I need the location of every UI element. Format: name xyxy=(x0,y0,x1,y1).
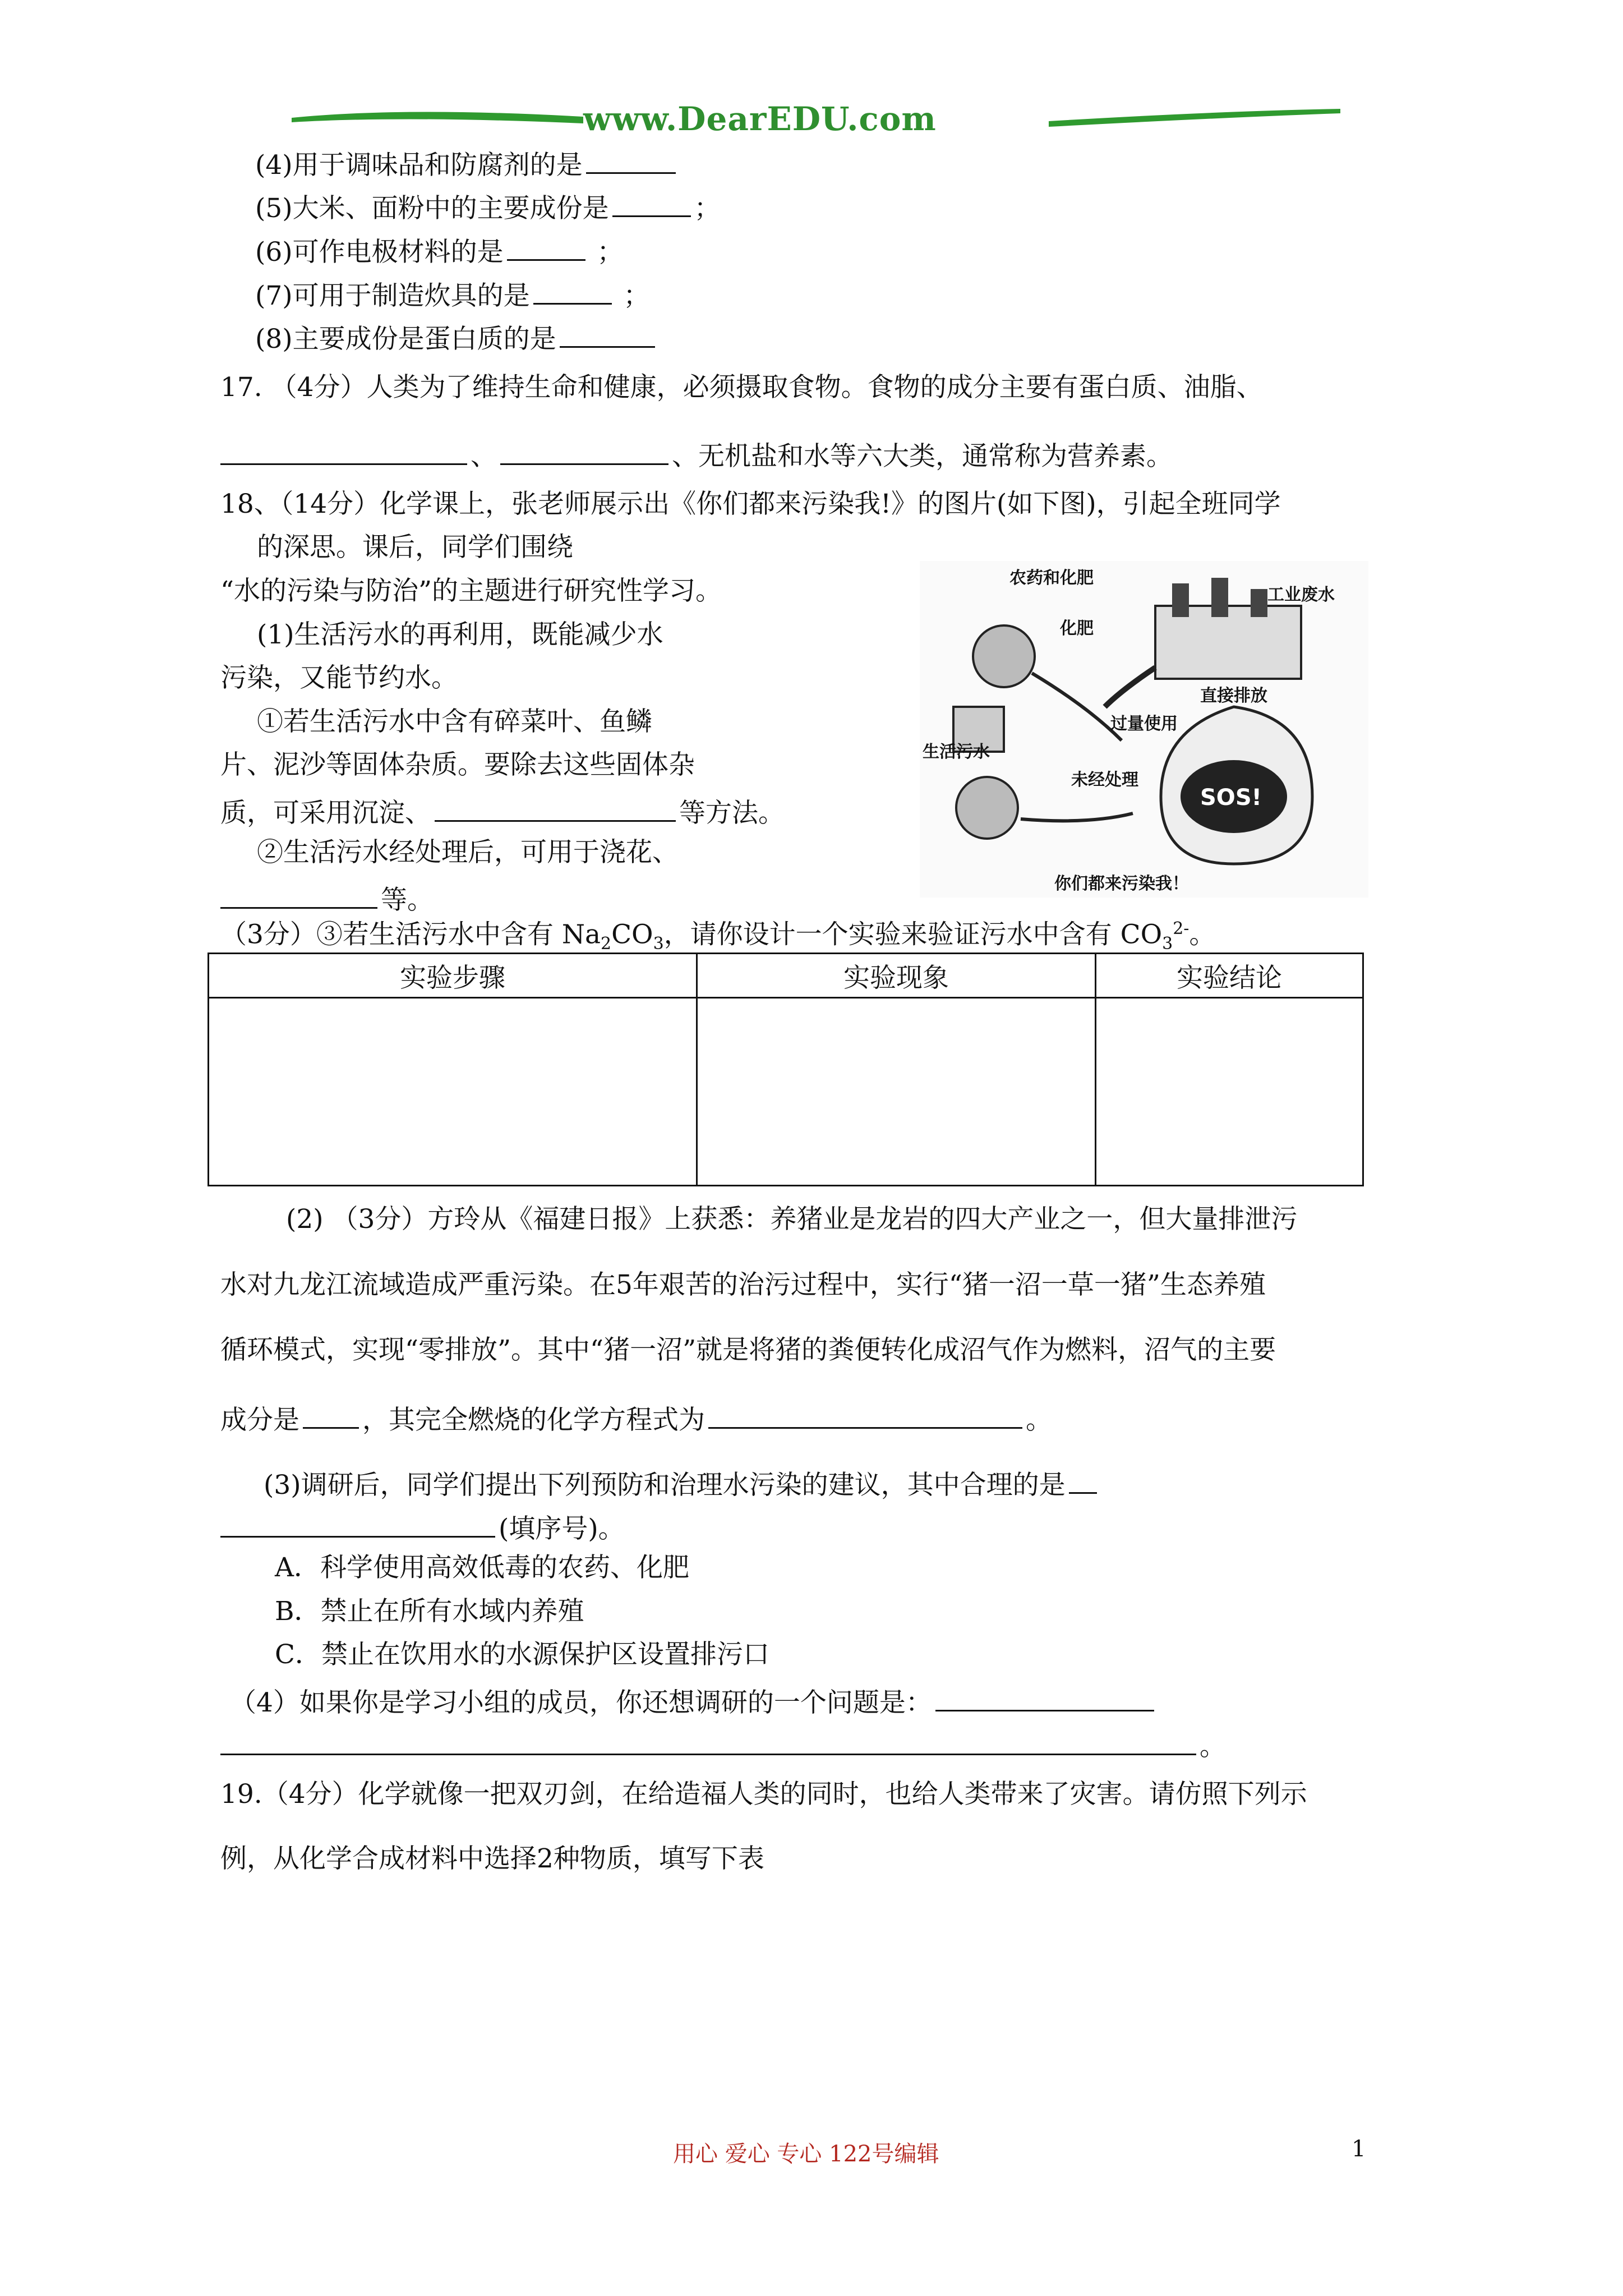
q18-p1a-line2: 片、泥沙等固体杂质。要除去这些固体杂 xyxy=(220,749,695,780)
q19-line1: 19.（4分）化学就像一把双刃剑，在给造福人类的同时，也给人类带来了灾害。请仿照下列示 xyxy=(220,1779,1307,1810)
q18-p4-line2: 。 xyxy=(220,1729,1226,1760)
table-cell-conclusion[interactable] xyxy=(1096,998,1363,1186)
figure-caption: 你们都来污染我！ xyxy=(1054,874,1189,894)
q16-item-5: (5)大米、面粉中的主要成份是 ； xyxy=(255,191,721,222)
q18-p2-line3: 循环模式，实现“零排放”。其中“猪一沼”就是将猪的粪便转化成沼气作为燃料，沼气的主要 xyxy=(220,1335,1276,1365)
q18-option-a: A．科学使用高效低毒的农药、化肥 xyxy=(275,1552,689,1583)
q18-p1a-line3: 质，可采用沉淀、 等方法。 xyxy=(220,795,785,826)
figure-label-fertilizer: 化肥 xyxy=(1060,619,1094,638)
table-cell-steps[interactable] xyxy=(209,998,697,1186)
q16-item-6: (6)可作电极材料的是 ； xyxy=(255,234,624,265)
page-number: 1 xyxy=(1352,2136,1366,2162)
table-cell-phenomena[interactable] xyxy=(697,998,1096,1186)
q19-line2: 例，从化学合成材料中选择2种物质，填写下表 xyxy=(220,1843,764,1874)
q17-line1: 17. （4分）人类为了维持生命和健康，必须摄取食物。食物的成分主要有蛋白质、油脂、 xyxy=(220,372,1263,403)
site-logo-text: www.DearEDU.com xyxy=(583,100,937,138)
q16-item-4: (4)用于调味品和防腐剂的是 xyxy=(255,148,679,178)
figure-label-industrial: 工业废水 xyxy=(1267,585,1335,605)
q18-line3: “水的污染与防治”的主题进行研究性学习。 xyxy=(220,576,722,606)
q18-p3-line2: (填序号)。 xyxy=(220,1511,625,1542)
q18-option-c: C．禁止在饮用水的水源保护区设置排污口 xyxy=(275,1639,769,1670)
q18-line2: 的深思。课后，同学们围绕 xyxy=(257,532,573,563)
q18-p2-line2: 水对九龙江流域造成严重污染。在5年艰苦的治污过程中，实行“猪一沼一草一猪”生态养殖 xyxy=(220,1269,1266,1300)
q18-p1a-line1: ①若生活污水中含有碎菜叶、鱼鳞 xyxy=(257,706,652,737)
table-header-conclusion: 实验结论 xyxy=(1096,954,1363,998)
q18-p1b-line2: 等。 xyxy=(220,882,434,913)
table-header-steps: 实验步骤 xyxy=(209,954,697,998)
footer-editor-note: 用心 爱心 专心 122号编辑 xyxy=(673,2141,939,2167)
q18-p2-line1: (2) （3分）方玲从《福建日报》上获悉：养猪业是龙岩的四大产业之一，但大量排泄污 xyxy=(286,1204,1298,1235)
figure-label-untreated: 未经处理 xyxy=(1071,770,1138,790)
q18-p3-line1: (3)调研后，同学们提出下列预防和治理水污染的建议，其中合理的是 xyxy=(264,1467,1100,1498)
figure-label-sos: SOS! xyxy=(1200,785,1262,811)
q18-option-b: B．禁止在所有水域内养殖 xyxy=(275,1596,584,1627)
pollution-cartoon-figure xyxy=(920,561,1368,898)
q18-p1c-line: （3分）③若生活污水中含有 $Na_2CO_3$，请你设计一个实验来验证污水中含有 $CO_3^{2-}$。 xyxy=(220,919,1216,954)
q16-item-7: (7)可用于制造炊具的是 ； xyxy=(255,278,650,309)
q18-p1-line1: (1)生活污水的再利用，既能减少水 xyxy=(257,619,663,650)
q18-p4-line1: （4）如果你是学习小组的成员，你还想调研的一个问题是： xyxy=(230,1685,1158,1716)
q18-p2-line4: 成分是 ，其完全燃烧的化学方程式为 。 xyxy=(220,1402,1052,1433)
figure-label-direct: 直接排放 xyxy=(1200,686,1267,706)
experiment-table xyxy=(208,953,1364,1186)
q16-item-8: (8)主要成份是蛋白质的是 xyxy=(255,321,658,352)
figure-label-overuse: 过量使用 xyxy=(1110,714,1178,734)
q18-line1: 18、（14分）化学课上，张老师展示出《你们都来污染我!》的图片(如下图)，引起全班同学 xyxy=(220,489,1281,519)
q17-line2: 、 、无机盐和水等六大类，通常称为营养素。 xyxy=(220,439,1173,470)
figure-label-pesticides: 农药和化肥 xyxy=(1009,568,1094,588)
q18-p1-line2: 污染，又能节约水。 xyxy=(220,662,458,693)
table-header-phenomena: 实验现象 xyxy=(697,954,1096,998)
q18-p1b-line1: ②生活污水经处理后，可用于浇花、 xyxy=(257,837,679,868)
figure-label-domestic: 生活污水 xyxy=(923,742,990,762)
